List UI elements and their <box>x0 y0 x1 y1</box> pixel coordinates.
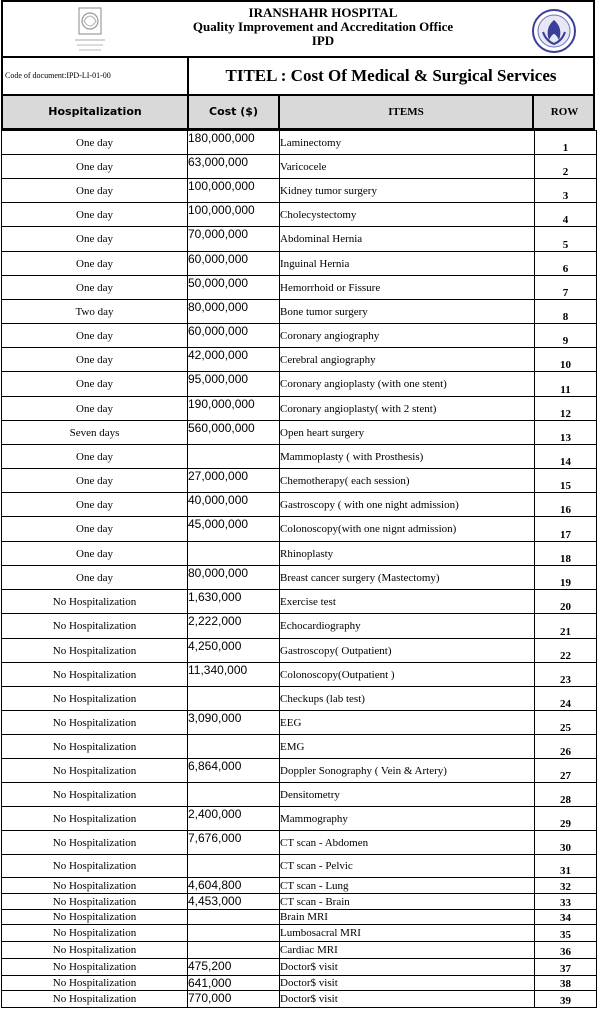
row-number-cell: 21 <box>535 614 597 639</box>
cost-cell: 63,000,000 <box>188 155 280 179</box>
cost-cell: 42,000,000 <box>188 348 280 372</box>
hospitalization-cell: No Hospitalization <box>2 783 188 807</box>
hospitalization-cell: No Hospitalization <box>2 711 188 735</box>
item-cell: Kidney tumor surgery <box>280 179 535 203</box>
hospitalization-cell: No Hospitalization <box>2 687 188 711</box>
cost-cell: 45,000,000 <box>188 517 280 542</box>
item-cell: Laminectomy <box>280 131 535 155</box>
row-number-cell: 1 <box>535 131 597 155</box>
item-cell: CT scan - Abdomen <box>280 831 535 855</box>
table-row <box>2 131 597 155</box>
cost-cell <box>188 783 280 807</box>
hospitalization-cell: No Hospitalization <box>2 959 188 976</box>
table-row <box>2 203 597 227</box>
row-number-cell: 4 <box>535 203 597 227</box>
table-row <box>2 252 597 276</box>
hospitalization-cell: No Hospitalization <box>2 663 188 687</box>
cost-cell <box>188 925 280 942</box>
row-number-cell: 13 <box>535 421 597 445</box>
row-number-cell: 6 <box>535 252 597 276</box>
cost-cell: 100,000,000 <box>188 203 280 227</box>
document-subheader <box>1 58 595 96</box>
item-cell: Coronary angiography <box>280 324 535 348</box>
row-number-cell: 25 <box>535 711 597 735</box>
cost-cell: 27,000,000 <box>188 469 280 493</box>
document <box>1 0 595 1008</box>
row-number-cell: 34 <box>535 910 597 925</box>
hospitalization-cell: One day <box>2 493 188 517</box>
row-number-cell: 35 <box>535 925 597 942</box>
cost-cell: 100,000,000 <box>188 179 280 203</box>
hospitalization-cell: No Hospitalization <box>2 831 188 855</box>
hospitalization-cell: One day <box>2 252 188 276</box>
document-title: TITEL : Cost Of Medical & Surgical Services <box>225 66 557 85</box>
table-row <box>2 663 597 687</box>
department: IPD <box>311 33 335 48</box>
table-row <box>2 807 597 831</box>
hospitalization-cell: One day <box>2 397 188 421</box>
hospitalization-cell: No Hospitalization <box>2 855 188 878</box>
table-row <box>2 614 597 639</box>
hospitalization-cell: One day <box>2 348 188 372</box>
row-number-cell: 20 <box>535 590 597 614</box>
item-cell: Exercise test <box>280 590 535 614</box>
item-cell: Coronary angioplasty( with 2 stent) <box>280 397 535 421</box>
cost-cell <box>188 942 280 959</box>
row-number-cell: 9 <box>535 324 597 348</box>
table-row <box>2 590 597 614</box>
table-row <box>2 348 597 372</box>
item-cell: Colonoscopy(with one nignt admission) <box>280 517 535 542</box>
table-row <box>2 959 597 976</box>
table-row <box>2 155 597 179</box>
cost-cell <box>188 910 280 925</box>
table-row <box>2 735 597 759</box>
cost-cell: 2,222,000 <box>188 614 280 639</box>
cost-cell <box>188 445 280 469</box>
item-cell: Chemotherapy( each session) <box>280 469 535 493</box>
row-number-cell: 32 <box>535 878 597 894</box>
table-row <box>2 324 597 348</box>
item-cell: Mammography <box>280 807 535 831</box>
services-table <box>1 130 597 1008</box>
row-number-cell: 33 <box>535 894 597 910</box>
cost-cell: 95,000,000 <box>188 372 280 397</box>
cost-cell: 3,090,000 <box>188 711 280 735</box>
hospitalization-cell: No Hospitalization <box>2 991 188 1008</box>
item-cell: Hemorrhoid or Fissure <box>280 276 535 300</box>
item-cell: Gastroscopy( Outpatient) <box>280 639 535 663</box>
cost-cell: 60,000,000 <box>188 324 280 348</box>
row-number-cell: 14 <box>535 445 597 469</box>
table-row <box>2 445 597 469</box>
item-cell: Brain MRI <box>280 910 535 925</box>
cost-cell: 6,864,000 <box>188 759 280 783</box>
cost-cell: 560,000,000 <box>188 421 280 445</box>
hospitalization-cell: No Hospitalization <box>2 590 188 614</box>
table-row <box>2 300 597 324</box>
row-number-cell: 28 <box>535 783 597 807</box>
row-number-cell: 37 <box>535 959 597 976</box>
hospitalization-cell: One day <box>2 276 188 300</box>
row-number-cell: 2 <box>535 155 597 179</box>
item-cell: CT scan - Lung <box>280 878 535 894</box>
item-cell: Coronary angioplasty (with one stent) <box>280 372 535 397</box>
item-cell: CT scan - Brain <box>280 894 535 910</box>
hospitalization-cell: No Hospitalization <box>2 759 188 783</box>
table-row <box>2 639 597 663</box>
row-number-cell: 27 <box>535 759 597 783</box>
table-row <box>2 566 597 590</box>
item-cell: Bone tumor surgery <box>280 300 535 324</box>
row-number-cell: 16 <box>535 493 597 517</box>
table-row <box>2 991 597 1008</box>
row-number-cell: 26 <box>535 735 597 759</box>
row-number-cell: 3 <box>535 179 597 203</box>
table-row <box>2 397 597 421</box>
item-cell: Echocardiography <box>280 614 535 639</box>
item-cell: Colonoscopy(Outpatient ) <box>280 663 535 687</box>
cost-cell: 2,400,000 <box>188 807 280 831</box>
cost-cell <box>188 855 280 878</box>
emblem-logo-icon <box>71 6 109 54</box>
item-cell: Doctor$ visit <box>280 991 535 1008</box>
item-cell: Doppler Sonography ( Vein & Artery) <box>280 759 535 783</box>
item-cell: Inguinal Hernia <box>280 252 535 276</box>
item-cell: Open heart surgery <box>280 421 535 445</box>
row-number-cell: 7 <box>535 276 597 300</box>
item-cell: Densitometry <box>280 783 535 807</box>
row-number-cell: 12 <box>535 397 597 421</box>
cost-cell: 11,340,000 <box>188 663 280 687</box>
hospitalization-cell: One day <box>2 324 188 348</box>
hospitalization-cell: No Hospitalization <box>2 639 188 663</box>
row-number-cell: 30 <box>535 831 597 855</box>
hospitalization-cell: One day <box>2 566 188 590</box>
row-number-cell: 8 <box>535 300 597 324</box>
table-row <box>2 227 597 252</box>
cost-cell: 180,000,000 <box>188 131 280 155</box>
table-row <box>2 493 597 517</box>
item-cell: Lumbosacral MRI <box>280 925 535 942</box>
table-row <box>2 976 597 991</box>
table-row <box>2 179 597 203</box>
office-name: Quality Improvement and Accreditation Office <box>192 19 454 34</box>
item-cell: Cardiac MRI <box>280 942 535 959</box>
item-cell: Varicocele <box>280 155 535 179</box>
table-row <box>2 925 597 942</box>
hospitalization-cell: No Hospitalization <box>2 807 188 831</box>
hospitalization-cell: No Hospitalization <box>2 942 188 959</box>
hospitalization-cell: One day <box>2 542 188 566</box>
item-cell: Gastroscopy ( with one night admission) <box>280 493 535 517</box>
hospitalization-cell: One day <box>2 131 188 155</box>
hospitalization-cell: One day <box>2 445 188 469</box>
hospitalization-cell: No Hospitalization <box>2 910 188 925</box>
cost-cell: 641,000 <box>188 976 280 991</box>
table-row <box>2 910 597 925</box>
table-row <box>2 517 597 542</box>
row-number-cell: 29 <box>535 807 597 831</box>
cost-cell <box>188 735 280 759</box>
table-row <box>2 942 597 959</box>
table-row <box>2 687 597 711</box>
hospitalization-cell: One day <box>2 469 188 493</box>
table-row <box>2 894 597 910</box>
cost-cell: 4,453,000 <box>188 894 280 910</box>
row-number-cell: 5 <box>535 227 597 252</box>
cost-cell: 50,000,000 <box>188 276 280 300</box>
table-header <box>1 96 595 130</box>
hospitalization-cell: Two day <box>2 300 188 324</box>
item-cell: CT scan - Pelvic <box>280 855 535 878</box>
col-items: ITEMS <box>280 96 534 128</box>
row-number-cell: 22 <box>535 639 597 663</box>
hospitalization-cell: No Hospitalization <box>2 614 188 639</box>
item-cell: Mammoplasty ( with Prosthesis) <box>280 445 535 469</box>
row-number-cell: 36 <box>535 942 597 959</box>
cost-cell: 4,604,800 <box>188 878 280 894</box>
row-number-cell: 23 <box>535 663 597 687</box>
item-cell: Doctor$ visit <box>280 959 535 976</box>
row-number-cell: 19 <box>535 566 597 590</box>
cost-cell: 60,000,000 <box>188 252 280 276</box>
cost-cell: 190,000,000 <box>188 397 280 421</box>
item-cell: Doctor$ visit <box>280 976 535 991</box>
item-cell: Breast cancer surgery (Mastectomy) <box>280 566 535 590</box>
table-row <box>2 276 597 300</box>
row-number-cell: 39 <box>535 991 597 1008</box>
cost-cell: 1,630,000 <box>188 590 280 614</box>
table-row <box>2 783 597 807</box>
accreditation-seal-icon <box>531 8 577 54</box>
row-number-cell: 38 <box>535 976 597 991</box>
table-row <box>2 759 597 783</box>
row-number-cell: 18 <box>535 542 597 566</box>
cost-cell: 80,000,000 <box>188 566 280 590</box>
hospitalization-cell: No Hospitalization <box>2 735 188 759</box>
cost-cell: 80,000,000 <box>188 300 280 324</box>
table-row <box>2 831 597 855</box>
hospitalization-cell: One day <box>2 227 188 252</box>
item-cell: Cholecystectomy <box>280 203 535 227</box>
hospitalization-cell: One day <box>2 155 188 179</box>
col-row: ROW <box>550 106 579 118</box>
cost-cell: 770,000 <box>188 991 280 1008</box>
document-code: Code of document:IPD-LI-01-00 <box>3 58 189 94</box>
row-number-cell: 31 <box>535 855 597 878</box>
row-number-cell: 15 <box>535 469 597 493</box>
col-hospitalization: Hospitalization <box>3 96 189 128</box>
item-cell: Cerebral angiography <box>280 348 535 372</box>
cost-cell <box>188 687 280 711</box>
hospitalization-cell: Seven days <box>2 421 188 445</box>
hospitalization-cell: No Hospitalization <box>2 925 188 942</box>
table-row <box>2 421 597 445</box>
cost-cell: 4,250,000 <box>188 639 280 663</box>
table-row <box>2 878 597 894</box>
item-cell: Rhinoplasty <box>280 542 535 566</box>
cost-cell <box>188 542 280 566</box>
item-cell: Abdominal Hernia <box>280 227 535 252</box>
row-number-cell: 24 <box>535 687 597 711</box>
item-cell: EEG <box>280 711 535 735</box>
cost-cell: 70,000,000 <box>188 227 280 252</box>
table-row <box>2 711 597 735</box>
cost-cell: 40,000,000 <box>188 493 280 517</box>
hospitalization-cell: One day <box>2 179 188 203</box>
table-row <box>2 372 597 397</box>
document-header <box>1 0 595 58</box>
col-cost: Cost ($) <box>189 96 280 128</box>
hospitalization-cell: One day <box>2 203 188 227</box>
item-cell: EMG <box>280 735 535 759</box>
row-number-cell: 10 <box>535 348 597 372</box>
item-cell: Checkups (lab test) <box>280 687 535 711</box>
hospitalization-cell: No Hospitalization <box>2 878 188 894</box>
table-row <box>2 855 597 878</box>
row-number-cell: 17 <box>535 517 597 542</box>
cost-cell: 475,200 <box>188 959 280 976</box>
row-number-cell: 11 <box>535 372 597 397</box>
hospitalization-cell: No Hospitalization <box>2 976 188 991</box>
hospital-name: IRANSHAHR HOSPITAL <box>248 5 398 20</box>
hospitalization-cell: One day <box>2 517 188 542</box>
hospitalization-cell: One day <box>2 372 188 397</box>
cost-cell: 7,676,000 <box>188 831 280 855</box>
table-row <box>2 542 597 566</box>
table-row <box>2 469 597 493</box>
hospitalization-cell: No Hospitalization <box>2 894 188 910</box>
